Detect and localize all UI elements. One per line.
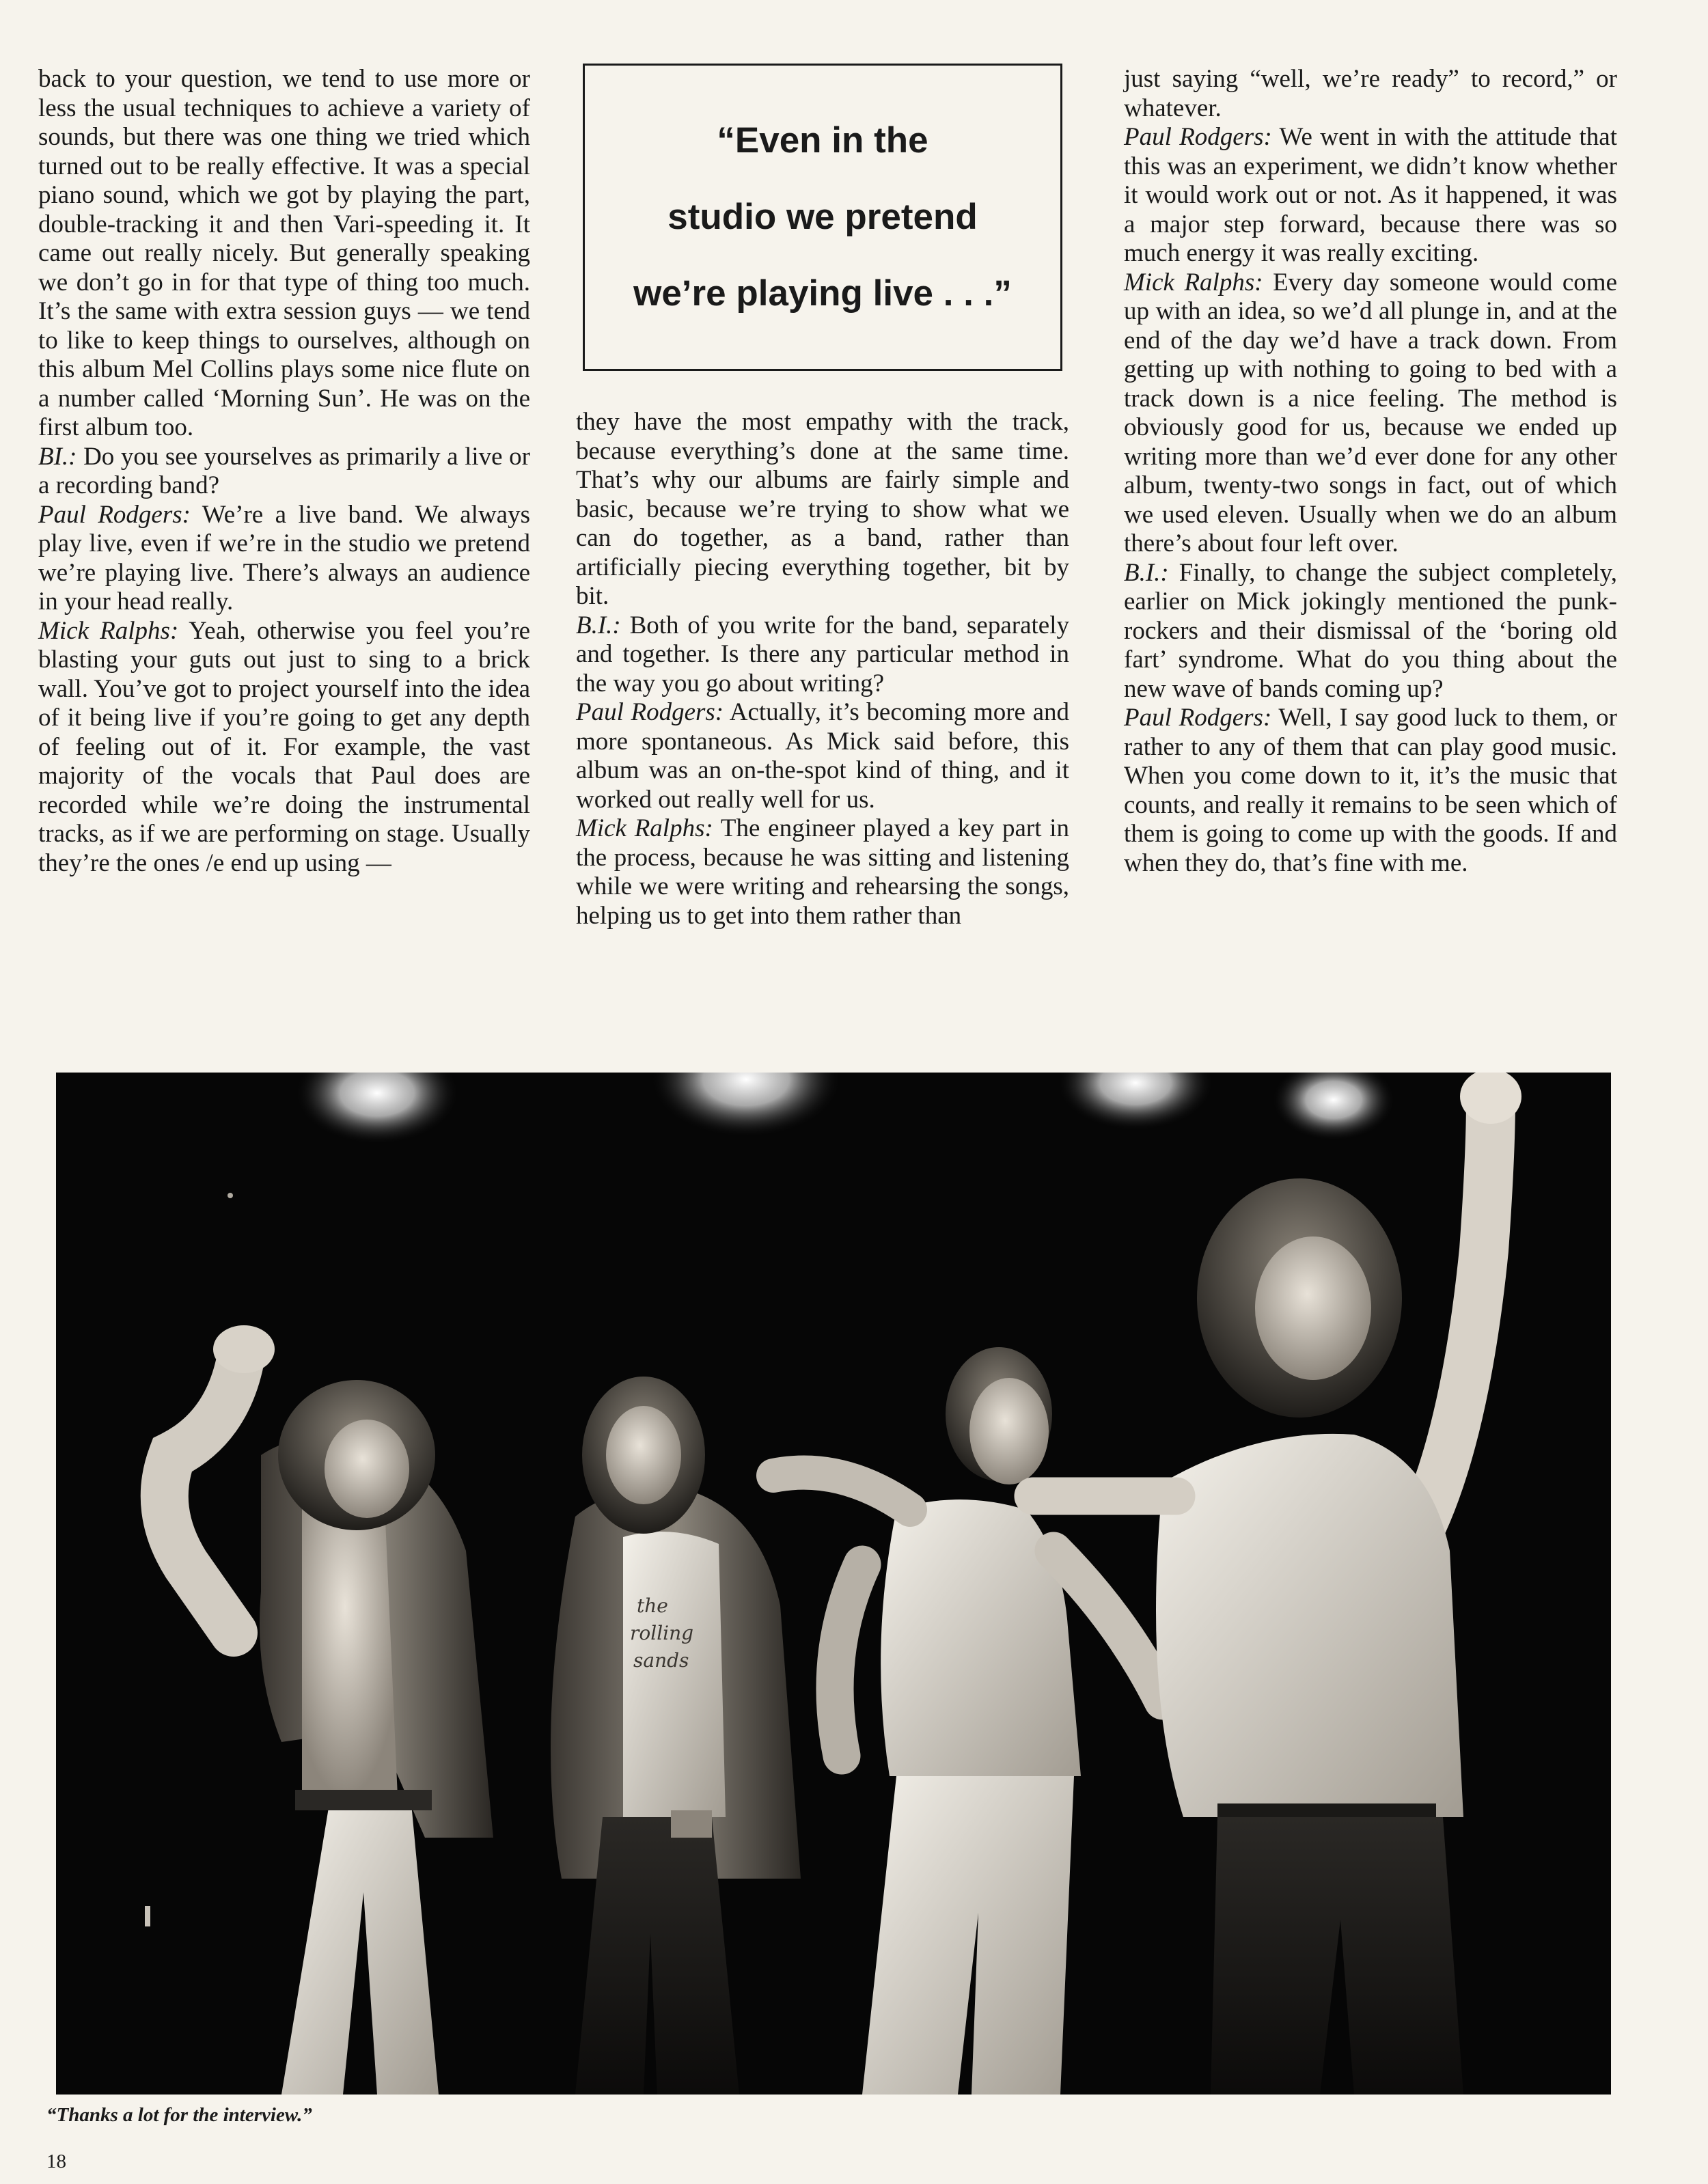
speaker-name: Paul Rodgers: [38,500,191,529]
article-paragraph [1124,123,1617,268]
speaker-name: B.I.: [576,611,621,639]
paragraph-text: We’re a live band. We always play live, even if we’re in the studio we pretend we’re playing live. There’s always an audience in your head really. [38,500,530,616]
article-paragraph [576,611,1069,699]
shirt-text-line: rolling [630,1622,694,1644]
speaker-name: Paul Rodgers: [1124,123,1272,151]
article-column-3 [1124,65,1617,878]
paragraph-text: Finally, to change the subject completely, earlier on Mick jokingly mentioned the punk-rockers and their dismissal of the ‘boring old fart’ syndrome. What do you thing about the new wave of bands coming up? [1124,558,1617,703]
paragraph-text: just saying “well, we’re ready” to record,” or whatever. [1124,65,1617,122]
speaker-name: Paul Rodgers: [576,698,724,726]
paragraph-text: The engineer played a key part in the process, because he was sitting and listening while we were writing and rehearsing the songs, helping us to get into them rather than [576,814,1069,930]
paragraph-text: they have the most empathy with the track, because everything’s done at the same time. That’s why our albums are fairly simple and basic, because we’re trying to show what we can do together, as a band, rather than artificially piecing everything together, bit by bit. [576,408,1069,610]
photo-caption: “Thanks a lot for the interview.” [46,2104,312,2126]
article-paragraph [1124,268,1617,559]
page-number: 18 [46,2151,66,2172]
pull-quote-box [583,64,1062,371]
paragraph-text: Every day someone would come up with an idea, so we’d all plunge in, and at the end of the day we’d have a track down. From getting up with nothing to going to bed with a track down is a nice feeling. The method is obviously good for us, because we ended up writing more than we’d ever done for any other album, twenty-two songs in fact, out of which we used eleven. Usually when we do an album there’s about four left over. [1124,268,1618,557]
article-column-2 [576,408,1069,930]
paragraph-text: Both of you write for the band, separately and together. Is there any particular method in the way you go about writing? [576,611,1069,697]
shirt-text-line: sands [633,1649,689,1672]
paragraph-text: Well, I say good luck to them, or rather to any of them that can play good music. When you come down to it, it’s the music that counts, and really it remains to be seen which of them is going to come up with the goods. If and when they do, that’s fine with me. [1124,704,1617,877]
speaker-name: BI.: [38,442,77,471]
article-column-1 [38,65,530,878]
article-paragraph [38,617,530,879]
paragraph-text: We went in with the attitude that this was an experiment, we didn’t know whether it would work out or not. As it happened, it was a major step forward, because there was so much energy it was really exciting. [1124,123,1617,267]
pull-quote-line: we’re playing live . . .” [633,273,1012,314]
article-paragraph [1124,704,1617,878]
band-on-stage-photo [56,1073,1611,2095]
article-paragraph [1124,65,1617,123]
article-paragraph [576,698,1069,814]
speaker-name: Mick Ralphs: [1124,268,1263,296]
shirt-text-line: the [637,1594,668,1617]
article-paragraph [576,814,1069,930]
pull-quote-line: studio we pretend [667,197,978,237]
article-paragraph [38,501,530,617]
speaker-name: Mick Ralphs: [576,814,713,842]
speaker-name: Mick Ralphs: [38,616,179,645]
article-paragraph [38,65,530,443]
speaker-name: Paul Rodgers: [1124,704,1272,732]
paragraph-text: Do you see yourselves as primarily a live or a recording band? [38,442,530,499]
article-paragraph [1124,559,1617,704]
article-paragraph [38,443,530,501]
paragraph-text: Yeah, otherwise you feel you’re blasting your guts out just to sing to a brick wall. You’ve got to project yourself into the idea of it being live if you’re going to get any depth of feeling out of it. For example, the vast majority of the vocals that Paul does are recorded while we’re doing the instrumental tracks, as if we are performing on stage. Usually they’re the ones /e end up using — [38,616,531,877]
paragraph-text: back to your question, we tend to use more or less the usual techniques to achieve a variety of sounds, but there was one thing we tried which turned out to be really effective. It was a special piano sound, which we got by playing the part, double-tracking it and then Vari-speeding it. It came out really nicely. But generally speaking we don’t go in for that type of thing too much. It’s the same with extra session guys — we tend to like to keep things to ourselves, although on this album Mel Collins plays some nice flute on a number called ‘Morning Sun’. He was on the first album too. [38,65,530,441]
article-paragraph [576,408,1069,611]
paragraph-text: Actually, it’s becoming more and more spontaneous. As Mick said before, this album was an on-the-spot kind of thing, and it worked out really well for us. [576,698,1069,814]
pull-quote-line: “Even in the [717,120,928,161]
speaker-name: B.I.: [1124,558,1169,587]
